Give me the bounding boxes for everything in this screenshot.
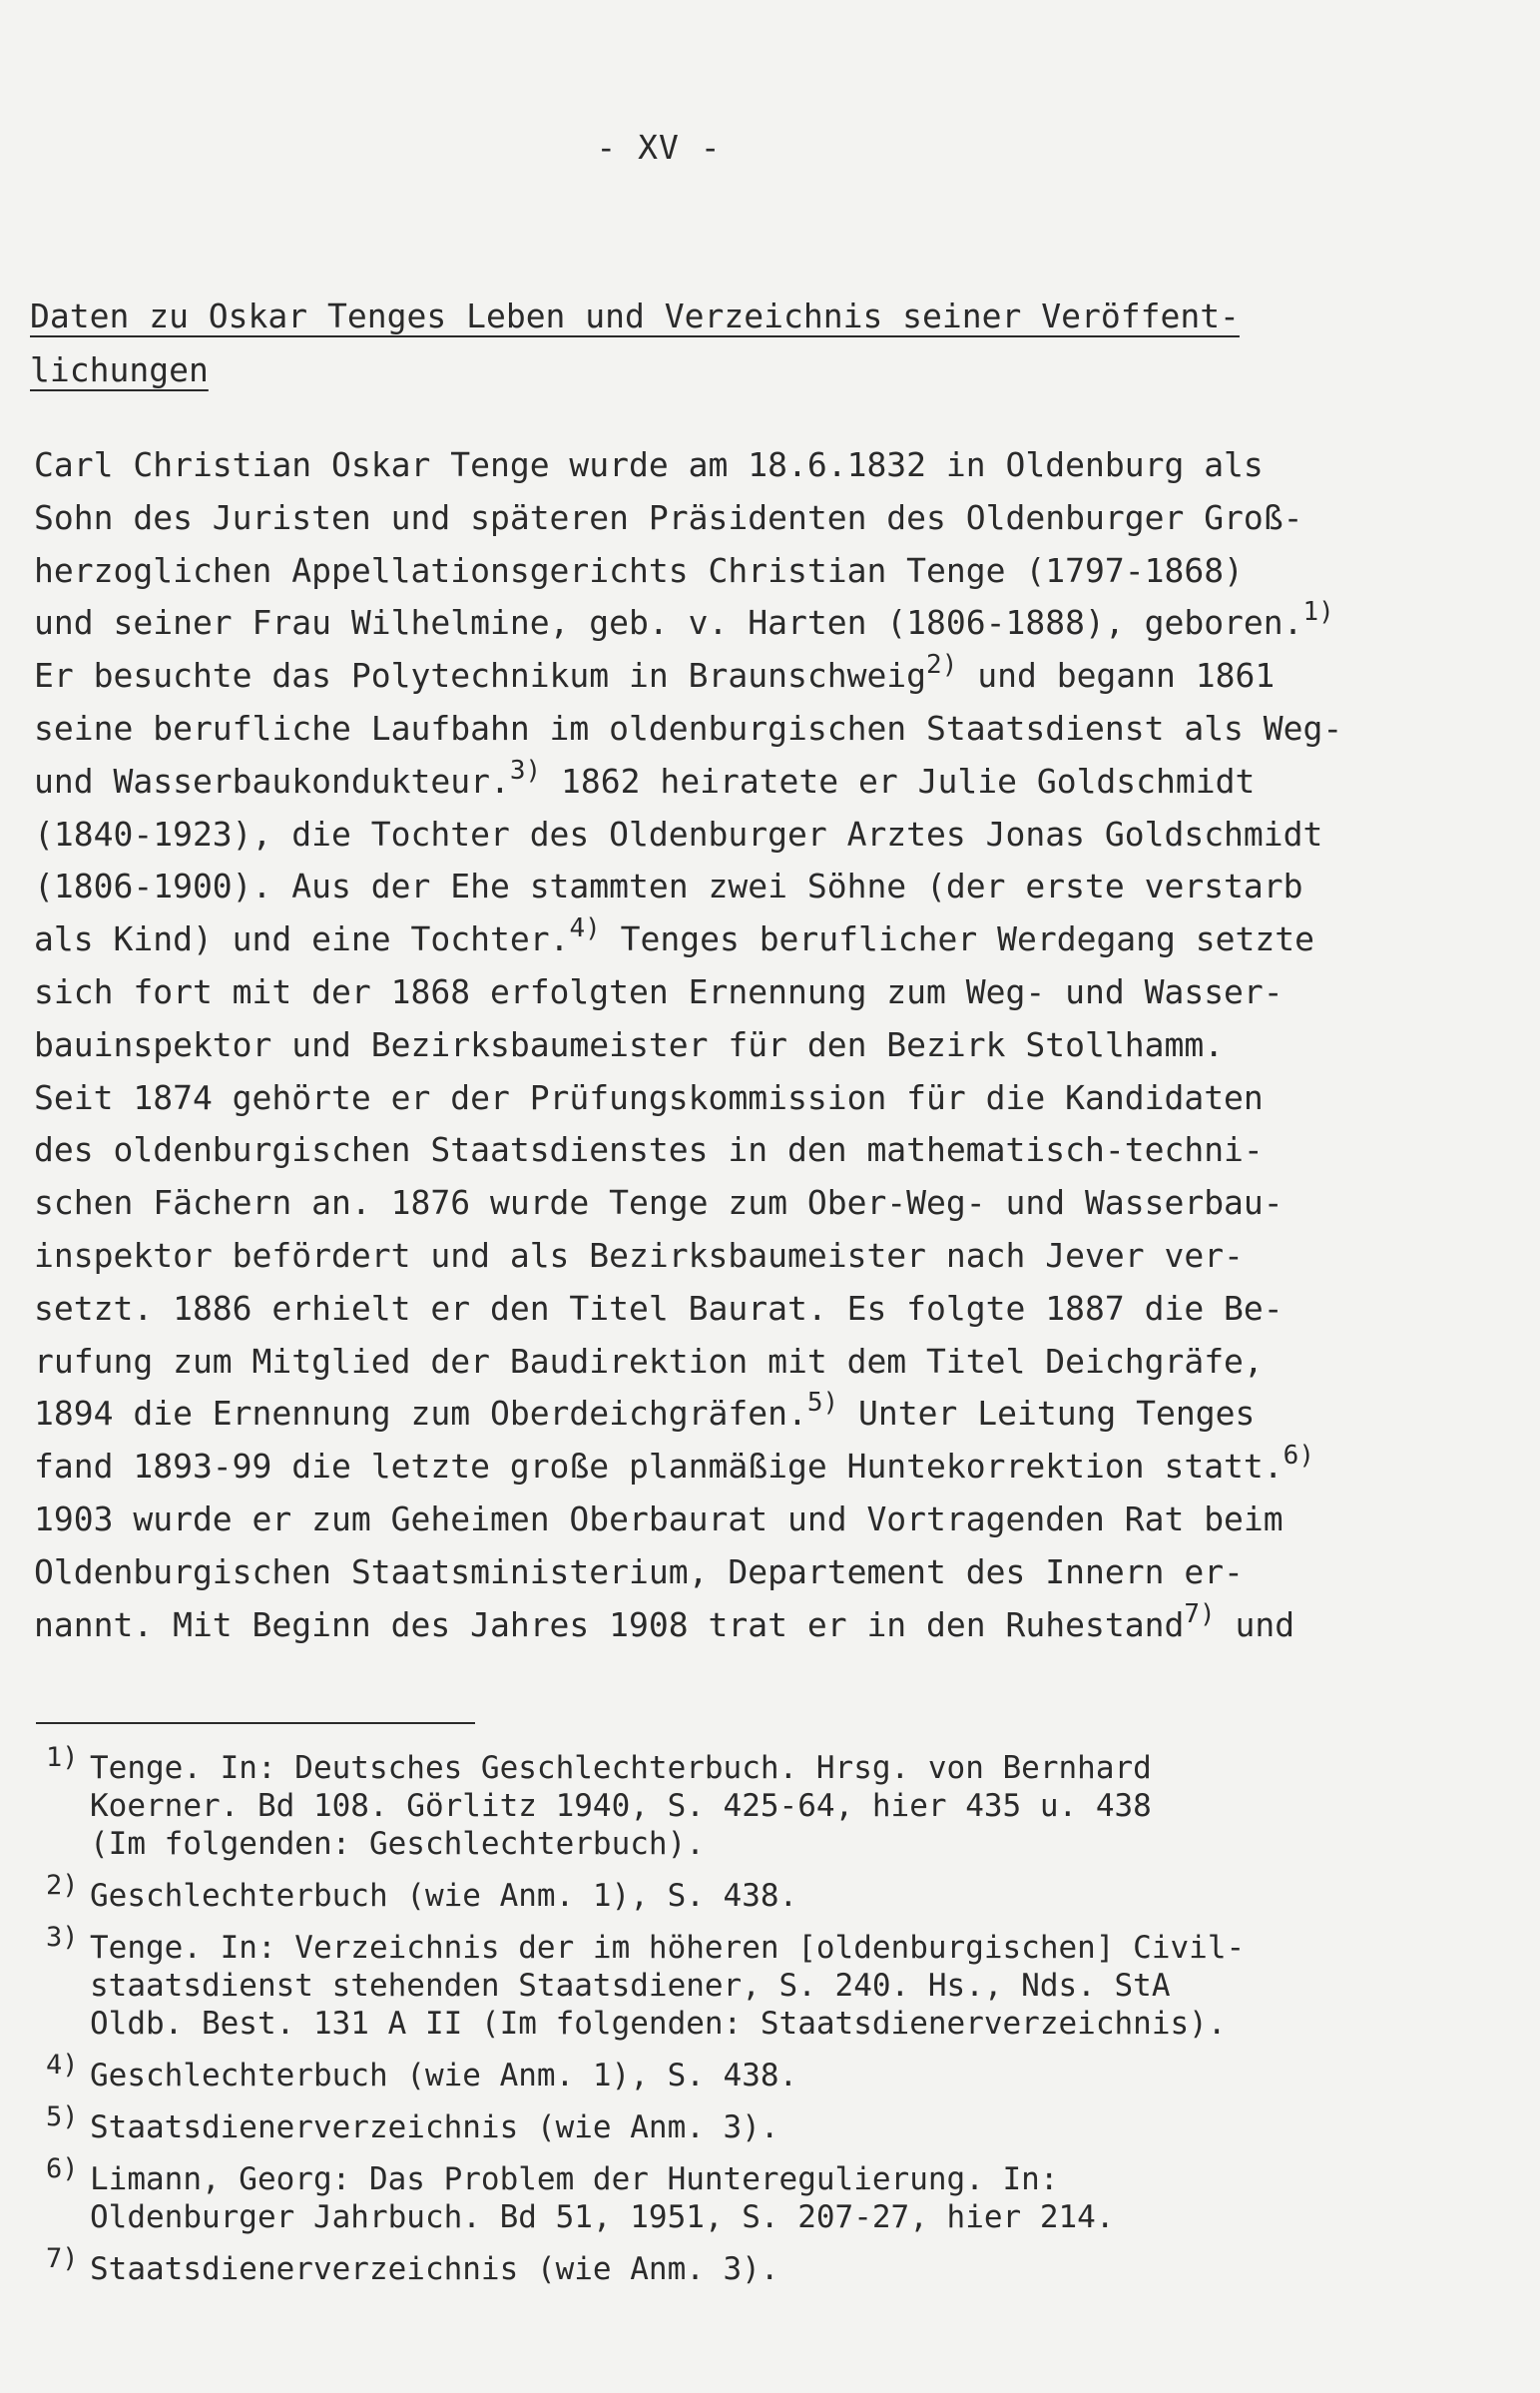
footnotes (46, 1742, 1473, 2302)
footnote-ref: 2) (926, 650, 958, 681)
body-line: inspektor befördert und als Bezirksbaumeister nach Jever ver- (34, 1235, 1244, 1275)
footnote-2: 2) Geschlechterbuch (wie Anm. 1), S. 438. (46, 1877, 1473, 1915)
body-line: setzt. 1886 erhielt er den Titel Baurat. Es folgte 1887 die Be- (34, 1288, 1283, 1328)
body-line: des oldenburgischen Staatsdienstes in den mathematisch-techni- (34, 1130, 1264, 1170)
body-line: Seit 1874 gehörte er der Prüfungskommission für die Kandidaten (34, 1077, 1264, 1117)
footnote-ref: 5) (806, 1388, 839, 1419)
footnote-6: 6) Limann, Georg: Das Problem der Hunteregulierung. In: Oldenburger Jahrbuch. Bd 51, 1951, S. 207-27, hier 214. (46, 2160, 1473, 2236)
footnote-ref: 7) (1184, 1598, 1216, 1629)
body-line: (1840-1923), die Tochter des Oldenburger Arztes Jonas Goldschmidt (34, 814, 1323, 854)
footnote-mark: 5) (46, 2101, 79, 2132)
footnote-mark: 3) (46, 1922, 79, 1953)
heading-line-2: lichungen (30, 350, 209, 389)
body-line: Carl Christian Oskar Tenge wurde am 18.6.1832 in Oldenburg als (34, 445, 1264, 484)
body-line: Er besuchte das Polytechnikum in Braunschweig$^{2)}$ und begann 1861 (34, 650, 1276, 696)
footnote-divider (36, 1722, 475, 1724)
body-line: (1806-1900). Aus der Ehe stammten zwei Söhne (der erste verstarb (34, 867, 1303, 906)
section-heading (30, 290, 1347, 397)
footnote-mark: 1) (46, 1742, 79, 1773)
heading-line-1: Daten zu Oskar Tenges Leben und Verzeichnis seiner Veröffent- (30, 297, 1240, 335)
body-line: 1903 wurde er zum Geheimen Oberbaurat und Vortragenden Rat beim (34, 1498, 1283, 1538)
footnote-ref: 1) (1302, 597, 1334, 628)
footnote-5: 5) Staatsdienerverzeichnis (wie Anm. 3). (46, 2108, 1473, 2146)
footnote-4: 4) Geschlechterbuch (wie Anm. 1), S. 438. (46, 2057, 1473, 2094)
footnote-7: 7) Staatsdienerverzeichnis (wie Anm. 3). (46, 2250, 1473, 2288)
body-line: und Wasserbaukondukteur.$^{3)}$ 1862 heiratete er Julie Goldschmidt (34, 755, 1256, 801)
body-line: nannt. Mit Beginn des Jahres 1908 trat er in den Ruhestand$^{7)}$ und (34, 1598, 1295, 1644)
body-line: rufung zum Mitglied der Baudirektion mit dem Titel Deichgräfe, (34, 1341, 1264, 1381)
footnote-ref: 6) (1283, 1441, 1314, 1472)
footnote-ref: 3) (509, 755, 542, 786)
body-line: als Kind) und eine Tochter.$^{4)}$ Tenges beruflicher Werdegang setzte (34, 913, 1314, 959)
body-line: sich fort mit der 1868 erfolgten Ernennung zum Weg- und Wasser- (34, 971, 1283, 1011)
body-line: Oldenburgischen Staatsministerium, Departement des Innern er- (34, 1551, 1244, 1591)
body-line: bauinspektor und Bezirksbaumeister für den Bezirk Stollhamm. (34, 1024, 1225, 1064)
body-line: seine berufliche Laufbahn im oldenburgischen Staatsdienst als Weg- (34, 708, 1343, 748)
footnote-ref: 4) (569, 913, 601, 944)
body-paragraph (34, 439, 1461, 1651)
page-number: - XV - (596, 128, 722, 167)
body-line: schen Fächern an. 1876 wurde Tenge zum Ober-Weg- und Wasserbau- (34, 1183, 1283, 1223)
body-line: Sohn des Juristen und späteren Präsidenten des Oldenburger Groß- (34, 497, 1303, 537)
footnote-mark: 6) (46, 2153, 79, 2184)
footnote-3: 3) Tenge. In: Verzeichnis der im höheren [oldenburgischen] Civil- staatsdienst stehenden Staatsdiener, S. 240. Hs., Nds. StA Oldb. Best. 131 A II (Im folgenden: Staatsdienerverzeichnis). (46, 1929, 1473, 2043)
footnote-mark: 7) (46, 2243, 79, 2274)
footnote-mark: 2) (46, 1870, 79, 1901)
body-line: und seiner Frau Wilhelmine, geb. v. Harten (1806-1888), geboren.$^{1)}$ (34, 597, 1334, 643)
footnote-mark: 4) (46, 2050, 79, 2081)
footnote-1: 1) Tenge. In: Deutsches Geschlechterbuch. Hrsg. von Bernhard Koerner. Bd 108. Görlitz 1940, S. 425-64, hier 435 u. 438 (Im folgenden: Geschlechterbuch). (46, 1749, 1473, 1863)
body-line: fand 1893-99 die letzte große planmäßige Huntekorrektion statt.$^{6)}$ (34, 1441, 1314, 1487)
body-line: herzoglichen Appellationsgerichts Christian Tenge (1797-1868) (34, 550, 1244, 590)
body-line: 1894 die Ernennung zum Oberdeichgräfen.$^{5)}$ Unter Leitung Tenges (34, 1388, 1256, 1434)
